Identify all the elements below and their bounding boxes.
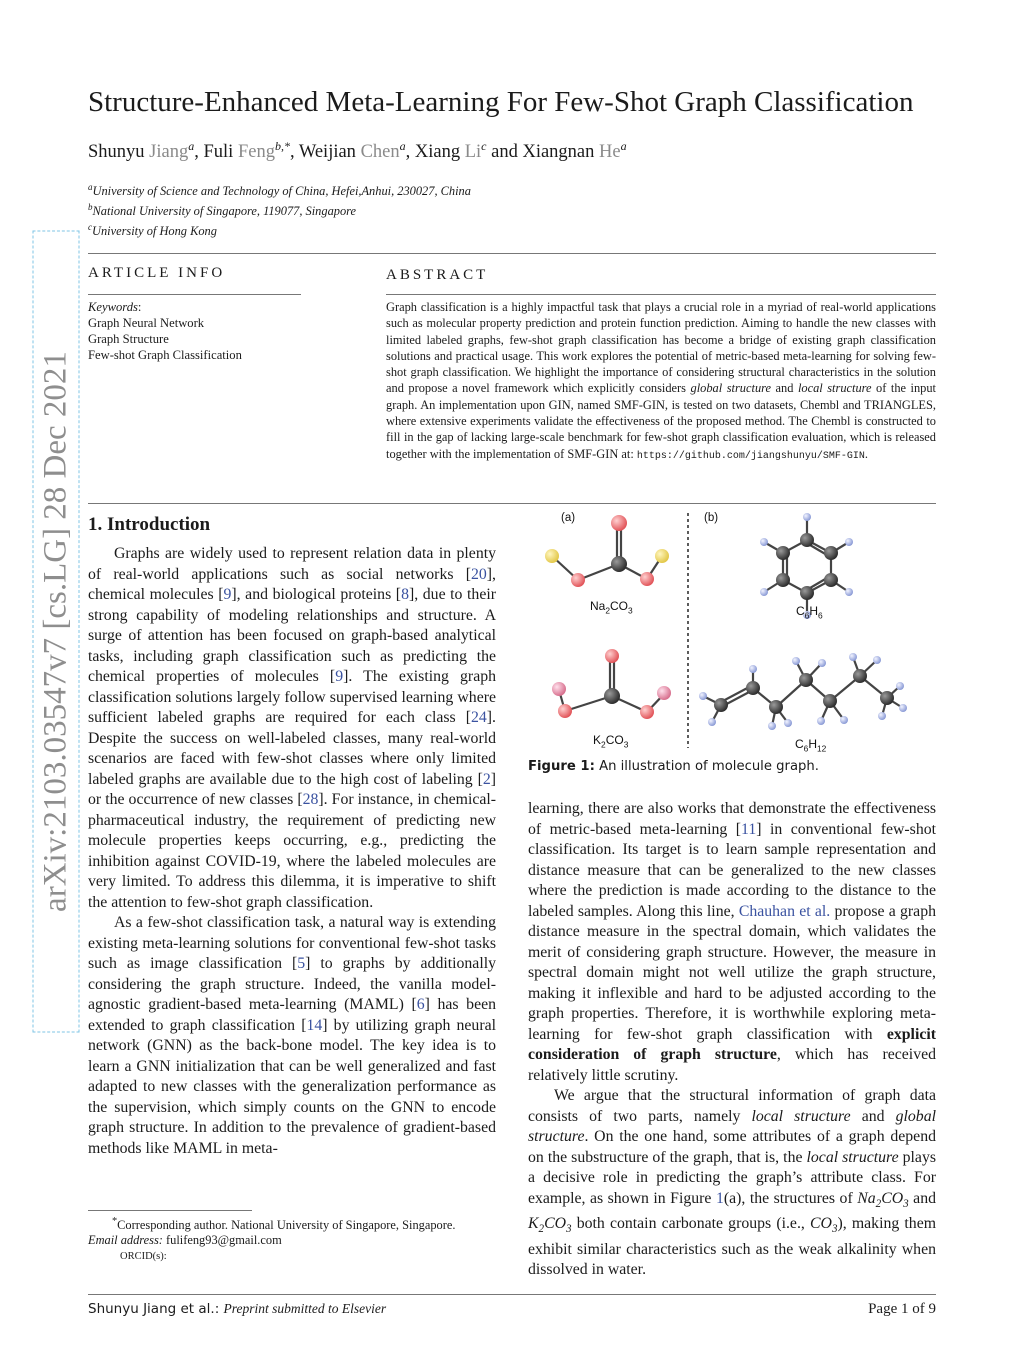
citation-link[interactable]: 6 <box>416 996 425 1013</box>
citation-link[interactable]: 24 <box>470 709 487 726</box>
citation-link[interactable]: 8 <box>401 586 409 603</box>
right-column <box>528 799 936 1281</box>
keywords-label: Keywords: <box>88 300 142 314</box>
carbon-atom <box>604 688 620 704</box>
citation-link[interactable]: 28 <box>302 791 319 808</box>
intro-paragraph-1: Graphs are widely used to represent relation data in plenty of real-world applications such as social networks [20], chemical molecules [9], and biological proteins [8], due to their strong capability of modeling relationships and structure. A surge of attention has been focused on graph-based analytical tasks, including graph classification such as predicting the chemical properties of molecules [9]. The existing graph classification solutions largely follow supervised learning where sufficient labeled graphs are required for each class [24]. Despite the success on well-labeled classes, many real-world scenarios are faced with few-shot classes where only limited labeled graphs are available due to the high cost of labeling [2] or the occurrence of new classes [28]. For instance, in chemical-pharmaceutical industry, the requirement of predicting new molecule properties keeps occurring, e.g., predicting the inhibition against COVID-19, where the labeled molecules are very limited. To address this dilemma, it is imperative to shift the attention to few-shot graph classification. <box>88 545 497 911</box>
benzene-carbons <box>776 533 838 600</box>
molecule-label-c6h12: $C_6H_{12}$ <box>795 737 827 754</box>
abstract-text: Graph classification is a highly impactful task that plays a crucial role in a myriad of real-world applications such as molecular property prediction and protein function prediction. Aiming to handle the new classes with limited labeled graphs, few-shot graph classification has become a bridge of existing graph classification solutions and practical usage. This work explores the potential of metric-based meta-learning for solving few-shot graph classification. We highlight the importance of considering structural characteristics in the solution and propose a novel framework which explicitly considers global structure and local structure of the input graph. An implementation upon GIN, named SMF-GIN, is tested on two datasets, Chembl and TRIANGLES, where extensive experiments validate the effectiveness of the proposed method. The Chembl is constructed to fill in the gap of lacking large-scale benchmark for few-shot graph classification evaluation, which is released together with the implementation of SMF-GIN at: https://github.com/jiangshunyu/SMF-GIN. <box>386 300 936 462</box>
footer-left: Shunyu Jiang et al.: Preprint submitted to Elsevier <box>88 1301 387 1317</box>
citation-link[interactable]: 14 <box>306 1016 323 1034</box>
figure-caption: Figure 1: An illustration of molecule graph. <box>528 759 819 774</box>
citation-link[interactable]: 9 <box>335 668 344 685</box>
sodium-atom <box>545 549 559 563</box>
potassium-atom <box>552 682 566 696</box>
affiliation-a: $^a$University of Science and Technology of China, Hefei,Anhui, 230027, China <box>88 182 471 199</box>
intro-paragraph-4: We argue that the structural information of graph data consists of two parts, namely local structure and global structure. On the one hand, some attributes of a graph depend on the substructure of the graph, that is, the local structure plays a decisive role in predicting the graph’s attribute class. For example, as shown in Figure 1(a), the structures of $Na_2CO_3$ and $K_2CO_3$ both contain carbonate groups (i.e., $CO_3$), making them exhibit similar characteristics such as the weak alkalinity when dissolved in water. <box>528 1087 936 1279</box>
oxygen-atom <box>558 704 572 718</box>
affiliation-b: $^b$National University of Singapore, 119077, Singapore <box>88 202 357 219</box>
panel-label-b: (b) <box>704 512 719 524</box>
oxygen-atom <box>611 515 627 531</box>
footnote-email: Email address: fulifeng93@gmail.com <box>88 1233 282 1247</box>
footer-divider <box>88 1294 936 1295</box>
keyword-item: Few-shot Graph Classification <box>88 348 242 362</box>
author-list: Shunyu Jiang$^a$, Fuli Feng$^{b,*}$, Weijian Chen$^a$, Xiang Li$^c$ and Xiangnan He$^a$ <box>88 139 627 163</box>
citation-link[interactable]: 11 <box>741 820 757 838</box>
figure-1 <box>540 508 936 756</box>
citation-link[interactable]: 20 <box>470 565 487 583</box>
header-divider <box>88 253 936 254</box>
molecule-label-c6h6: $C_6H_6$ <box>796 604 823 621</box>
footnote-corresponding: *Corresponding author. National University of Singapore, Singapore. <box>112 1216 456 1233</box>
keyword-item: Graph Neural Network <box>88 316 205 330</box>
oxygen-atom <box>605 649 619 663</box>
arxiv-sidebar-stamp: arXiv:2103.03547v7 [cs.LG] 28 Dec 2021 <box>33 231 80 1033</box>
code-link[interactable]: https://github.com/jiangshunyu/SMF-GIN <box>636 450 865 462</box>
abstract-divider <box>386 294 936 295</box>
citation-link[interactable]: 5 <box>297 955 306 972</box>
molecule-figure <box>540 508 936 756</box>
molecule-label-k2co3: $K_2CO_3$ <box>593 733 629 750</box>
citation-link[interactable]: 9 <box>223 586 232 603</box>
footnote-orcid: ORCID(s): <box>120 1251 167 1262</box>
citation-link[interactable]: 2 <box>482 770 491 788</box>
affiliation-c: $^c$University of Hong Kong <box>88 222 217 239</box>
panel-label-a: (a) <box>561 512 576 524</box>
citation-link[interactable]: Chauhan et al. <box>738 902 831 920</box>
intro-paragraph-3: learning, there are also works that demonstrate the effectiveness of metric-based meta-learning [11] in conventional few-shot classification. Its target is to learn sample representation and distance measure that can be generalized to the new classes where the prediction is made according to the distance to the labeled samples. Along this line, Chauhan et al. propose a graph distance measure in the spectral domain, which validates the merit of considering graph structure. However, the measure in spectral domain might not well utilize the graph structure, making it inflexible and hard to be adjusted according to the graph properties. Therefore, it is worthwhile exploring meta-learning for few-shot graph classification with explicit consideration of graph structure, which has received relatively little scrutiny. <box>528 800 937 1084</box>
article-info-heading: ARTICLE INFO <box>88 265 226 281</box>
paper-title: Structure-Enhanced Meta-Learning For Few-Shot Graph Classification <box>88 86 914 118</box>
section-heading-introduction: 1. Introduction <box>88 514 211 535</box>
author-name: Xiangnan He$^a$ <box>522 139 627 163</box>
potassium-atom <box>657 686 671 700</box>
oxygen-atom <box>640 572 654 586</box>
oxygen-atom <box>571 573 585 587</box>
left-column <box>88 544 496 1159</box>
author-name: Fuli Feng$^{b,*}$ <box>203 139 290 163</box>
body-divider <box>88 503 936 504</box>
figure-reference[interactable]: 1 <box>715 1189 724 1207</box>
author-name: Weijian Chen$^a$ <box>298 139 406 163</box>
author-name: Xiang Li$^c$ <box>414 139 487 163</box>
footnote-divider <box>88 1210 252 1211</box>
footer-page-number: Page 1 of 9 <box>868 1301 936 1317</box>
carbon-atom <box>611 556 627 572</box>
oxygen-atom <box>640 705 654 719</box>
sodium-atom <box>655 549 669 563</box>
molecule-label-na2co3: $Na_2CO_3$ <box>590 599 633 616</box>
abstract-heading: ABSTRACT <box>386 267 489 283</box>
intro-paragraph-2: As a few-shot classification task, a natural way is extending existing meta-learning solutions for conventional few-shot tasks such as image classification [5] to graphs by additionally considering the graph structure. Indeed, the vanilla model-agnostic gradient-based meta-learning (MAML) [6] has been extended to graph classification [14] by utilizing graph neural network (GNN) as the back-bone model. The key idea is to learn a GNN initialization that can be well generalized and fast adapted to new classes with the generalization performance as the supervision, which simply counts on the GNN to encode graph structure. In addition to the prevalence of gradient-based methods like MAML in meta- <box>88 914 496 1157</box>
hexene-hydrogens <box>699 653 907 730</box>
article-info-divider <box>88 294 301 295</box>
author-name: Shunyu Jiang$^a$ <box>88 139 195 163</box>
keyword-item: Graph Structure <box>88 332 169 346</box>
